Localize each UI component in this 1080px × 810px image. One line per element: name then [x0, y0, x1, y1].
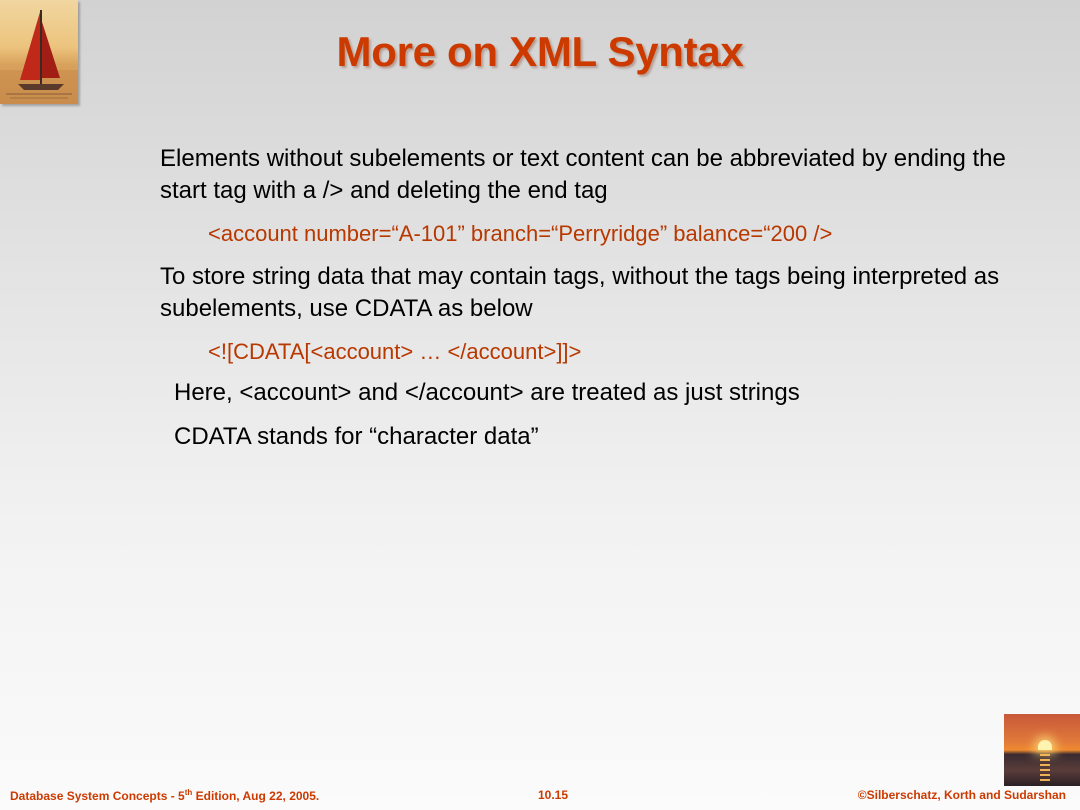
footer-slide-number: 10.15: [538, 788, 569, 802]
bullet-strings: Here, <account> and </account> are treated as just strings: [174, 379, 800, 406]
slide-footer: [0, 788, 1080, 804]
slide-content: [160, 143, 1020, 453]
bullet-cdata: To store string data that may contain tags, without the tags being interpreted as subelements, use CDATA as below: [160, 263, 1000, 322]
sun-icon: [1038, 740, 1052, 750]
code-example-account: <account number=“A-101” branch=“Perryridge” balance=“200 />: [208, 221, 833, 246]
slide-title: More on XML Syntax: [336, 28, 744, 75]
footer-copyright: ©Silberschatz, Korth and Sudarshan: [857, 788, 1066, 802]
footer-book-title: Database System Concepts - 5th Edition, Aug 22, 2005.: [10, 788, 320, 803]
code-example-cdata: <![CDATA[<account> … </account>]]>: [208, 339, 582, 364]
bullet-character-data: CDATA stands for “character data”: [174, 423, 539, 450]
sunset-photo: [1004, 714, 1080, 786]
bullet-abbreviation: Elements without subelements or text content can be abbreviated by ending the start tag with a /> and deleting the end tag: [160, 145, 1006, 204]
reflection: [1040, 754, 1050, 784]
